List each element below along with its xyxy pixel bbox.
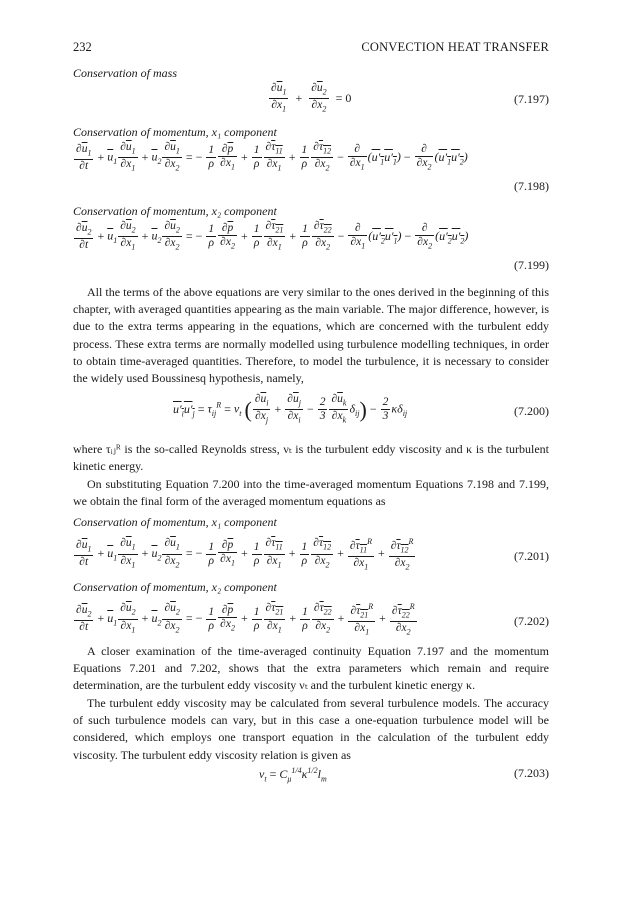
equation-7-201 (73, 535, 549, 575)
section-label-momentum-x1-final: Conservation of momentum, x₁ component (73, 515, 277, 529)
equation-number: (7.197) (514, 92, 549, 106)
running-title: CONVECTION HEAT TRANSFER (361, 40, 549, 54)
paragraph-boussinesq-intro: All the terms of the above equations are very similar to the ones derived in the beginning of this chapter, with averaged quantities appearing as the main variable. The major difference, however, is due to the extra terms appearing in the equations, which are concerned with the turbulent eddy process. These extra terms are normally modelled using turbulence modelling techniques, in order to obtain time-averaged quantities. Therefore, to model the turbulence, it is necessary to consider the widely used Boussinesq hypothesis, namely, (73, 285, 549, 386)
equation-body: $\frac{\partial\overline{u}_2}{\partial t}$ + $\overline{u}_1$ $\frac{\partial\overline{u}_2}{\partial x_1}$ + $\overline{u}_2$ $\frac{\partial\overline{u}_2}{\partial x_2}$ = − $\frac{1}{\rho}$ $\frac{\partial\overline{p}}{\partial x_2}$ + $\frac{1}{\rho}$ $\frac{\partial\tau_{21}}{\partial x_1}$ + $\frac{1}{\rho}$ $\frac{\partial\tau_{22}}{\partial x_2}$ − $\frac{\partial}{\partial x_1}$ $(u'_2u'_1)$ − $\frac{\partial}{\partial x_2}$ $(u'_2u'_2)$ (76, 220, 469, 252)
section-label-momentum-x2: Conservation of momentum, x₂ component (73, 204, 277, 218)
equation-body: $\frac{\partial\overline{u}_1}{\partial t}$ + $\overline{u}_1$ $\frac{\partial\overline{u}_1}{\partial x_1}$ + $\overline{u}_2$ $\frac{\partial\overline{u}_1}{\partial x_2}$ = − $\frac{1}{\rho}$ $\frac{\partial\overline{p}}{\partial x_1}$ + $\frac{1}{\rho}$ $\frac{\partial\tau_{11}}{\partial x_1}$ + $\frac{1}{\rho}$ $\frac{\partial\tau_{12}}{\partial x_2}$ + $\frac{\partial\tau_{11}^R}{\partial x_1}$ + $\frac{\partial\tau_{12}^R}{\partial x_2}$ (76, 537, 414, 572)
equation-7-199 (73, 220, 549, 275)
equation-number: (7.202) (514, 614, 549, 628)
paragraph-reynolds-stress: where τᵢⱼᴿ is the so-called Reynolds stress, νₜ is the turbulent eddy viscosity and κ is the turbulent kinetic energy. (73, 442, 549, 474)
section-label-mass: Conservation of mass (73, 66, 178, 80)
section-label-momentum-x2-final: Conservation of momentum, x₂ component (73, 580, 277, 594)
equation-body: $\frac{\partial\overline{u}_1}{\partial x_1}$ + $\frac{\partial\overline{u}_2}{\partial x_2}$ = 0 (271, 82, 352, 114)
page-header (73, 40, 549, 56)
paragraph-substitution: On substituting Equation 7.200 into the time-averaged momentum Equations 7.198 and 7.199, we obtain the final form of the averaged momentum equations as (73, 477, 549, 509)
equation-body: $u'_iu'_j = \tau_{ij}^R = \nu_t$ ( $\frac{\partial\overline{u}_i}{\partial x_j}$ + $\frac{\partial\overline{u}_j}{\partial x_i}$ − $\frac{2}{3}$ $\frac{\partial\overline{u}_k}{\partial x_k}$ $\delta_{ij}$) − $\frac{2}{3}$ $\kappa\delta_{ij}$ (173, 393, 408, 425)
equation-7-198 (73, 141, 549, 196)
equation-7-200 (73, 393, 549, 435)
equation-body: $\nu_t = C_\mu^{1/4}\kappa^{1/2}l_m$ (259, 766, 327, 784)
equation-number: (7.201) (514, 549, 549, 563)
equation-7-202 (73, 600, 549, 640)
equation-number: (7.199) (514, 258, 549, 272)
section-label-momentum-x1: Conservation of momentum, x₁ component (73, 125, 277, 139)
equation-7-203 (73, 766, 549, 790)
page-number: 232 (73, 40, 92, 54)
equation-body: $\frac{\partial\overline{u}_2}{\partial t}$ + $\overline{u}_1$ $\frac{\partial\overline{u}_2}{\partial x_1}$ + $\overline{u}_2$ $\frac{\partial\overline{u}_2}{\partial x_2}$ = − $\frac{1}{\rho}$ $\frac{\partial\overline{p}}{\partial x_2}$ + $\frac{1}{\rho}$ $\frac{\partial\tau_{21}}{\partial x_1}$ + $\frac{1}{\rho}$ $\frac{\partial\tau_{22}}{\partial x_2}$ + $\frac{\partial\tau_{21}^R}{\partial x_1}$ + $\frac{\partial\tau_{22}^R}{\partial x_2}$ (76, 602, 415, 637)
equation-number: (7.198) (514, 179, 549, 193)
equation-7-197 (73, 82, 549, 122)
equation-number: (7.200) (514, 404, 549, 418)
equation-body: $\frac{\partial\overline{u}_1}{\partial t}$ + $\overline{u}_1$ $\frac{\partial\overline{u}_1}{\partial x_1}$ + $\overline{u}_2$ $\frac{\partial\overline{u}_1}{\partial x_2}$ = − $\frac{1}{\rho}$ $\frac{\partial\overline{p}}{\partial x_1}$ + $\frac{1}{\rho}$ $\frac{\partial\tau_{11}}{\partial x_1}$ + $\frac{1}{\rho}$ $\frac{\partial\tau_{12}}{\partial x_2}$ − $\frac{\partial}{\partial x_1}$ $(u'_1u'_1)$ − $\frac{\partial}{\partial x_2}$ $(u'_1u'_2)$ (76, 141, 468, 173)
paragraph-closer-examination: A closer examination of the time-averaged continuity Equation 7.197 and the momentum Equations 7.201 and 7.202, shows that the extra parameters which remain and require determination, are the turbulent eddy viscosity νₜ and the turbulent kinetic energy κ. (73, 644, 549, 693)
paragraph-eddy-viscosity: The turbulent eddy viscosity may be calculated from several turbulence models. The accuracy of such turbulence models can vary, but in this case a one-equation turbulence model will be considered, which employs one transport equation in the calculation of the turbulent eddy viscosity. The turbulent eddy viscosity relation is given as (73, 696, 549, 762)
equation-number: (7.203) (514, 766, 549, 780)
